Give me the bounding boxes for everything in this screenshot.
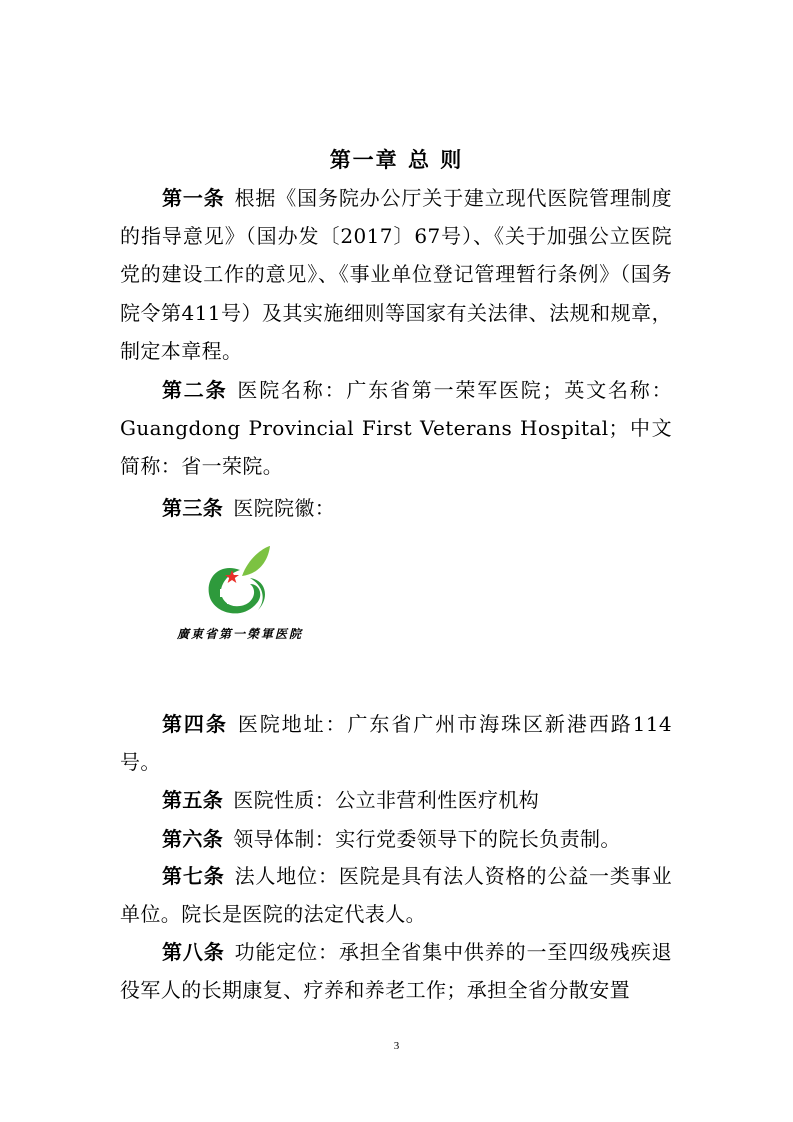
article-7 [120,857,672,933]
article-label: 第七条 [162,864,225,888]
chapter-title: 第一章 总 则 [329,147,464,172]
article-text: 医院地址：广东省广州市海珠区新港西路114号。 [120,712,673,775]
article-text: 根据《国务院办公厅关于建立现代医院管理制度的指导意见》（国办发〔2017〕67号）、《关于加强公立医院党的建设工作的意见》、《事业单位登记管理暂行条例》（国务院令第411号）及其实施细则等国家有关法律、法规和规章，制定本章程。 [120,186,672,363]
article-label: 第一条 [162,186,225,210]
article-label: 第八条 [162,940,225,964]
emblem-logo-icon [170,540,310,625]
article-text: 医院院徽： [233,496,336,520]
article-4 [120,705,672,781]
hospital-emblem [170,540,310,652]
article-text: 领导体制：实行党委领导下的院长负责制。 [233,827,621,851]
article-3 [120,489,672,527]
emblem-caption: 廣東省第一榮軍医院 [176,627,303,641]
page-number: 3 [393,1040,400,1052]
article-label: 第四条 [162,712,228,736]
article-text: 医院名称：广东省第一荣军医院；英文名称：Guangdong Provincial First Veterans Hospital；中文简称：省一荣院。 [120,378,673,479]
article-6 [120,820,672,858]
article-text: 医院性质：公立非营利性医疗机构 [233,788,540,812]
article-label: 第三条 [162,496,224,520]
article-1 [120,179,672,370]
article-2 [120,371,672,486]
article-label: 第二条 [162,378,228,402]
article-5 [120,781,672,819]
article-text: 法人地位：医院是具有法人资格的公益一类事业单位。院长是医院的法定代表人。 [120,864,672,927]
article-text: 功能定位：承担全省集中供养的一至四级残疾退役军人的长期康复、疗养和养老工作；承担全省分散安置 [120,940,672,1003]
article-label: 第六条 [162,827,224,851]
article-8 [120,933,672,1009]
article-label: 第五条 [162,788,224,812]
